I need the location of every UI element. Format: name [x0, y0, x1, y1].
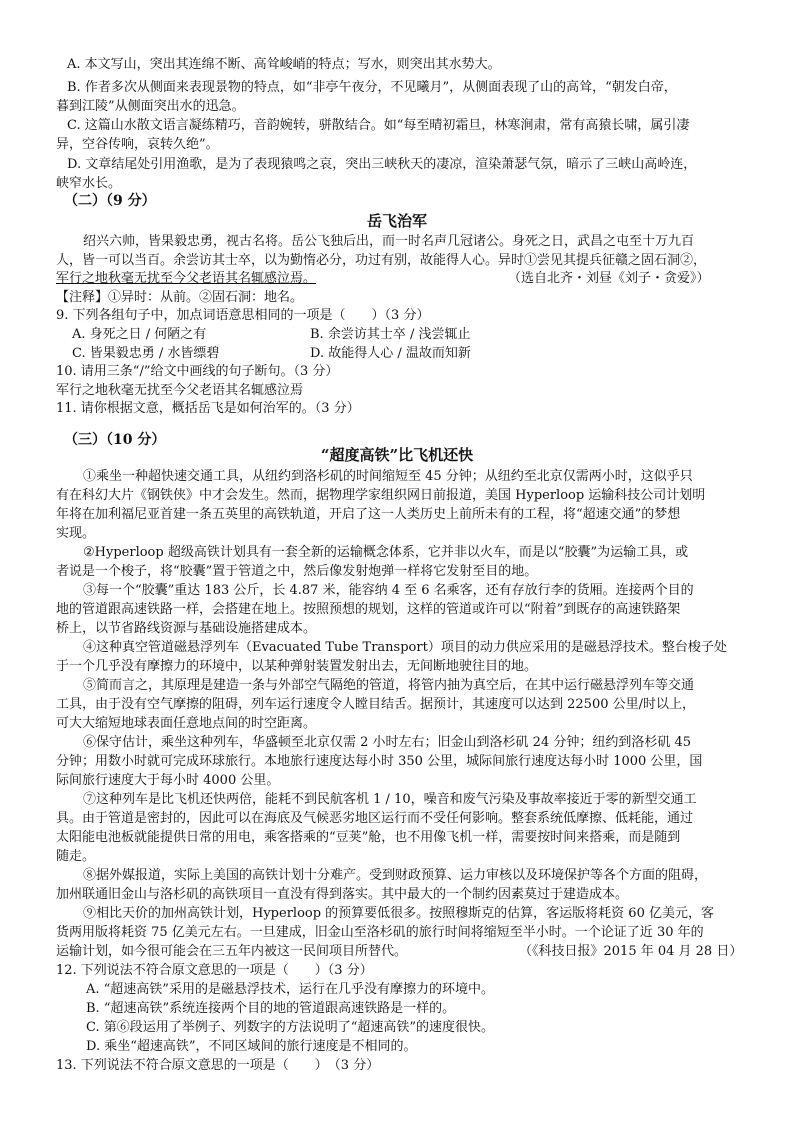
option-d-line1: D. 文章结尾处引用渔歌，是为了表现猿鸣之哀，突出三峡秋天的凄凉，渲染萧瑟气氛，暗示了三峡山高岭连， [67, 157, 697, 172]
option-b-line2: 暮到江陵”从侧面突出水的迅急。 [56, 99, 245, 114]
passage-line: 绍兴六帅，皆果毅忠勇，视古名将。岳公飞独后出，而一时名声几冠诸公。身死之日，武昌之屯至十万九百 [83, 234, 695, 249]
article-line: 具。由于管道是密封的，因此可以在海底及气候恶劣地区运行而不受任何影响。整套系统低摩擦、低耗能，通过 [56, 811, 694, 826]
q12-option-b: B. “超速高铁”系统连接两个目的地的管道跟高速铁路是一样的。 [86, 1001, 456, 1016]
question-13: 13. 下列说法不符合原文意思的一项是（ ） （3 分） [56, 1058, 380, 1073]
article-line: ④这种真空管道磁悬浮列车（Evacuated Tube Transport）项目的动力供应采用的是磁悬浮技术。整台梭子处 [83, 640, 727, 655]
question-9: 9. 下列各组句子中，加点词语意思相同的一项是（ ）（3 分） [56, 308, 430, 323]
article-line: ⑤简而言之，其原理是建造一条与外部空气隔绝的管道，将管内抽为真空后，在其中运行磁悬浮列车等交通 [83, 678, 695, 693]
q9-option-b: B. 余尝访其士卒 / 浅尝辄止 [310, 327, 471, 342]
article-line: 实现。 [56, 526, 96, 541]
option-a: A. 本文写山，突出其连绵不断、高耸峻峭的特点；写水，则突出其水势大。 [67, 57, 501, 72]
option-b-line1: B. 作者多次从侧面来表现景物的特点，如“非亭午夜分，不见曦月”，从侧面表现了山的高耸，“朝发白帝， [67, 80, 677, 95]
article-line: ②Hyperloop 超级高铁计划具有一套全新的运输概念体系，它并非以火车，而是以“胶囊”为运输工具，或 [83, 545, 689, 560]
article-source: （《科技日报》2015 年 04 月 28 日） [519, 944, 743, 959]
q9-option-a: A. 身死之日 / 何陋之有 [72, 327, 207, 342]
passage-source: （选自北齐・刘昼《刘子・贪爱》） [508, 271, 710, 286]
article-line: 有在科幻大片《钢铁侠》中才会发生。然而，据物理学家组织网日前报道，美国 Hyperloop 运输科技公司计划明 [56, 488, 706, 503]
article-line: 工具，由于没有空气摩擦的阻碍，列车运行速度令人瞠目结舌。据预计，其速度可以达到 22500 公里/时以上， [56, 697, 696, 712]
article-line: ③每一个“胶囊”重达 183 公斤，长 4.87 米，能容纳 4 至 6 名乘客，还有存放行李的货厢。连接两个目的 [83, 583, 694, 598]
article-line: 太阳能电池板就能提供日常的用电，乘客搭乘的“豆荚”舱，也不用像飞机一样，需要按时间来搭乘，而是随到 [56, 830, 681, 845]
article-line: 分钟；用数小时就可完成环球旅行。本地旅行速度达每小时 350 公里，城际间旅行速度达每小时 1000 公里，国 [56, 754, 703, 769]
q12-option-d: D. 乘坐“超速高铁”，不同区域间的旅行速度是不相同的。 [86, 1039, 417, 1054]
annotation: 【注释】①异时：从前。②固石洞：地名。 [56, 290, 304, 305]
article-line: 运输计划，如今很可能会在三五年内被这一民间项目所替代。 [56, 944, 408, 959]
section-3-title: “超度高铁”比飞机还快 [320, 446, 474, 464]
article-line: 桥上，以节省路线资源与基础设施搭建成本。 [56, 621, 317, 636]
option-d-line2: 峡窄水长。 [56, 176, 122, 191]
question-10: 10. 请用三条“/”给文中画线的句子断句。（3 分） [56, 364, 339, 379]
article-line: ①乘坐一种超快速交通工具，从纽约到洛杉矶的时间缩短至 45 分钟；从纽约至北京仅需两小时，这似乎只 [83, 469, 693, 484]
underlined-sentence: 军行之地秋毫无扰至今父老语其名辄感泣焉。 [56, 271, 317, 286]
article-line: 加州联通旧金山与洛杉矶的高铁项目一直没有得到落实。其中最大的一个制约因素莫过于建造成本。 [56, 887, 629, 902]
article-line: 者说是一个梭子，将“胶囊”置于管道之中，然后像发射炮弹一样将它发射至目的地。 [56, 564, 538, 579]
question-10-sentence: 军行之地秋毫无扰至今父老语其名辄感泣焉 [56, 383, 304, 398]
q12-option-a: A. “超速高铁”采用的是磁悬浮技术，运行在几乎没有摩擦力的环境中。 [86, 982, 494, 997]
article-line: 于一个几乎没有摩擦力的环境中，以某种弹射装置发射出去，无间断地驶往目的地。 [56, 659, 538, 674]
article-line: 地的管道跟高速铁路一样，会搭建在地上。按照预想的规划，这样的管道或许可以“附着”到既存的高速铁路架 [56, 602, 681, 617]
article-line: ⑦这种列车是比飞机还快两倍，能耗不到民航客机 1 / 10，噪音和废气污染及事故率接近于零的新型交通工 [83, 792, 697, 807]
question-11: 11. 请你根据文意，概括岳飞是如何治军的。（3 分） [56, 401, 360, 416]
article-line: 年将在加利福尼亚首建一条五英里的高铁轨道，开启了这一人类历史上前所未有的工程，将“超速交通”的梦想 [56, 507, 681, 522]
article-line: 可大大缩短地球表面任意地点间的时空距离。 [56, 716, 317, 731]
section-2-header: （二）（9 分） [64, 193, 156, 209]
article-line: 际间旅行速度大于每小时 4000 公里。 [56, 773, 280, 788]
article-line: ⑥保守估计，乘坐这种列车，华盛顿至北京仅需 2 小时左右；旧金山到洛杉矶 24 分钟；纽约到洛杉矶 45 [83, 735, 692, 750]
article-line: 货两用版将耗资 75 亿美元左右。一旦建成，旧金山至洛杉矶的旅行时间将缩短至半小时。一个论证了近 30 年的 [56, 925, 704, 940]
article-line: 随走。 [56, 849, 96, 864]
section-3-header: （三）（10 分） [64, 432, 166, 448]
option-c-line2: 异，空谷传响，哀转久绝”。 [56, 137, 219, 152]
section-2-title: 岳飞治军 [366, 212, 427, 230]
article-line: ⑨相比天价的加州高铁计划，Hyperloop 的预算要低很多。按照穆斯克的估算，客运版将耗资 60 亿美元，客 [83, 906, 714, 921]
q12-option-c: C. 第⑥段运用了举例子、列数字的方法说明了“超速高铁”的速度很快。 [86, 1020, 495, 1035]
passage-line: 人，皆一可以当百。余尝访其士卒，以为勤惰必分，功过有别，故能得人心。异时①尝见其提兵征赣之固石洞②， [56, 253, 707, 268]
article-line: ⑧据外媒报道，实际上美国的高铁计划十分难产。受到财政预算、运力审核以及环境保护等各个方面的阻碍， [83, 868, 708, 883]
q9-option-d: D. 故能得人心 / 温故而知新 [310, 346, 471, 361]
option-c-line1: C. 这篇山水散文语言凝练精巧，音韵婉转，骈散结合。如“每至晴初霜旦，林寒涧肃，常有高猿长啸，属引凄 [67, 118, 690, 133]
question-12: 12. 下列说法不符合原文意思的一项是（ ）（3 分） [56, 963, 373, 978]
q9-option-c: C. 皆果毅忠勇 / 水皆缥碧 [72, 346, 220, 361]
